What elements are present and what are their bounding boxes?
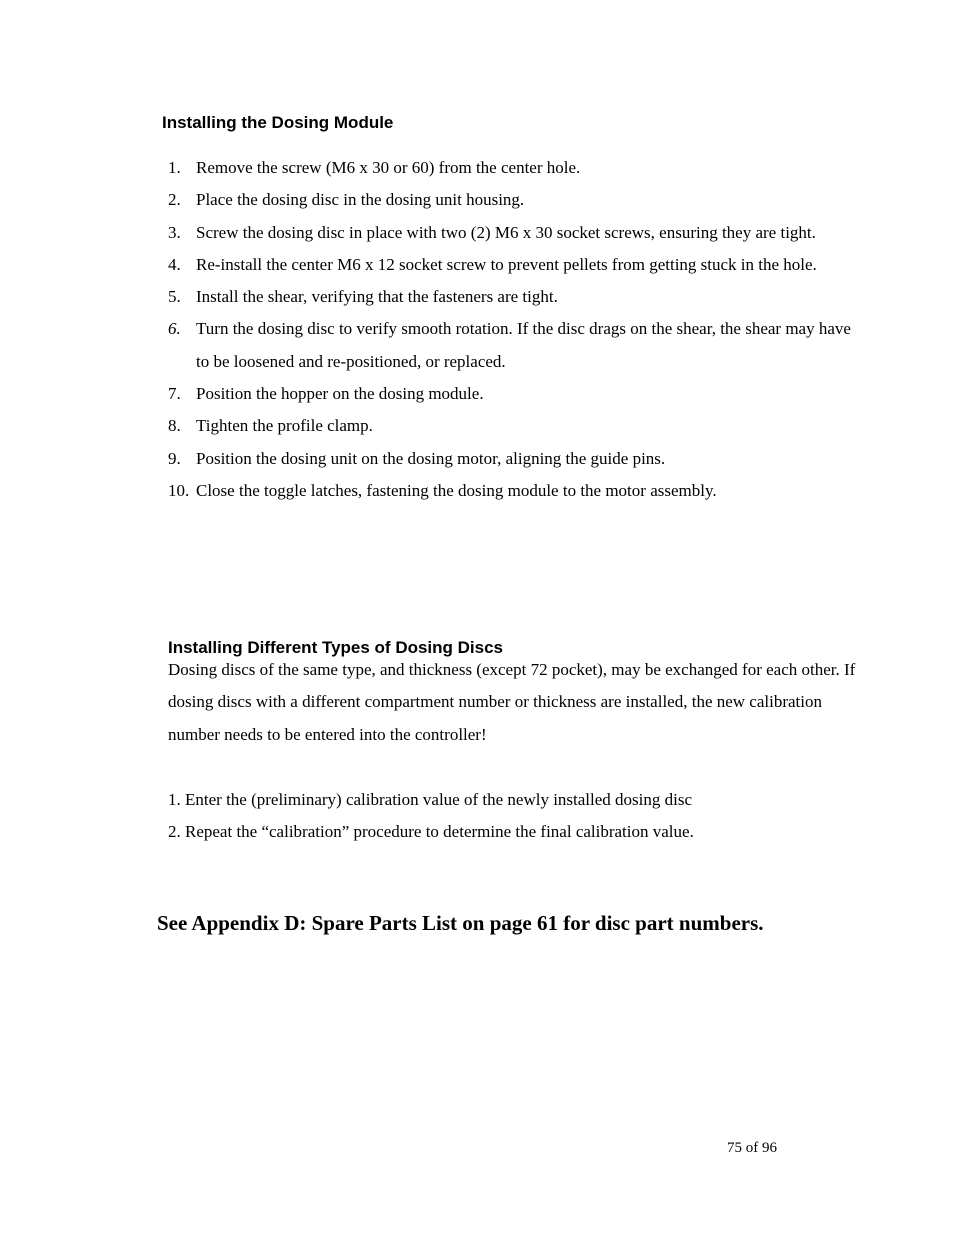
step-number: 4. xyxy=(168,254,181,274)
calibration-step-1: 1. Enter the (preliminary) calibration value of the newly installed dosing disc xyxy=(168,790,693,809)
appendix-reference-note: See Appendix D: Spare Parts List on page 61 for disc part numbers. xyxy=(157,911,764,935)
step-text: Close the toggle latches, fastening the dosing module to the motor assembly. xyxy=(196,480,717,500)
step-8 xyxy=(168,410,858,442)
step-number: 1. xyxy=(168,158,181,177)
step-5 xyxy=(168,281,858,313)
section-heading-installing-dosing-module: Installing the Dosing Module xyxy=(162,113,394,132)
step-number: 10. xyxy=(168,480,190,500)
step-4 xyxy=(168,249,858,281)
step-2 xyxy=(168,184,858,216)
step-number: 3. xyxy=(168,222,181,242)
step-text: Turn the dosing disc to verify smooth rotation. If the disc drags on the shear, the shear may have to be loosened and re-positioned, or replaced. xyxy=(196,319,851,371)
step-text: Install the shear, verifying that the fasteners are tight. xyxy=(196,287,558,307)
calibration-steps-list xyxy=(168,784,868,849)
installation-steps-list xyxy=(168,152,858,507)
step-3 xyxy=(168,217,858,249)
step-text: Screw the dosing disc in place with two (2) M6 x 30 socket screws, ensuring they are tight. xyxy=(196,222,816,242)
step-text: Position the hopper on the dosing module. xyxy=(196,384,484,404)
step-number: 2. xyxy=(168,190,181,210)
step-number: 7. xyxy=(168,384,181,404)
step-1 xyxy=(168,152,858,184)
step-number: 5. xyxy=(168,287,181,307)
step-number: 6. xyxy=(168,319,181,339)
step-6 xyxy=(168,313,858,378)
step-10 xyxy=(168,475,858,507)
step-number: 8. xyxy=(168,416,181,436)
step-text: Position the dosing unit on the dosing motor, aligning the guide pins. xyxy=(196,448,666,468)
step-number: 9. xyxy=(168,448,181,468)
section-heading-dosing-disc-types: Installing Different Types of Dosing Discs xyxy=(168,638,504,657)
step-9 xyxy=(168,443,858,475)
step-text: Tighten the profile clamp. xyxy=(196,416,373,436)
dosing-disc-paragraph: Dosing discs of the same type, and thickness (except 72 pocket), may be exchanged for each other. If dosing discs with a different compartment number or thickness are installed, the new calibration number needs to be entered into the controller! xyxy=(168,660,856,744)
page-number: 75 of 96 xyxy=(727,1140,777,1156)
step-7 xyxy=(168,378,858,410)
step-text: Place the dosing disc in the dosing unit housing. xyxy=(196,190,525,210)
step-text: Re-install the center M6 x 12 socket screw to prevent pellets from getting stuck in the hole. xyxy=(196,254,817,274)
step-text: Remove the screw (M6 x 30 or 60) from the center hole. xyxy=(196,158,581,177)
calibration-step-2: 2. Repeat the “calibration” procedure to determine the final calibration value. xyxy=(168,822,694,842)
